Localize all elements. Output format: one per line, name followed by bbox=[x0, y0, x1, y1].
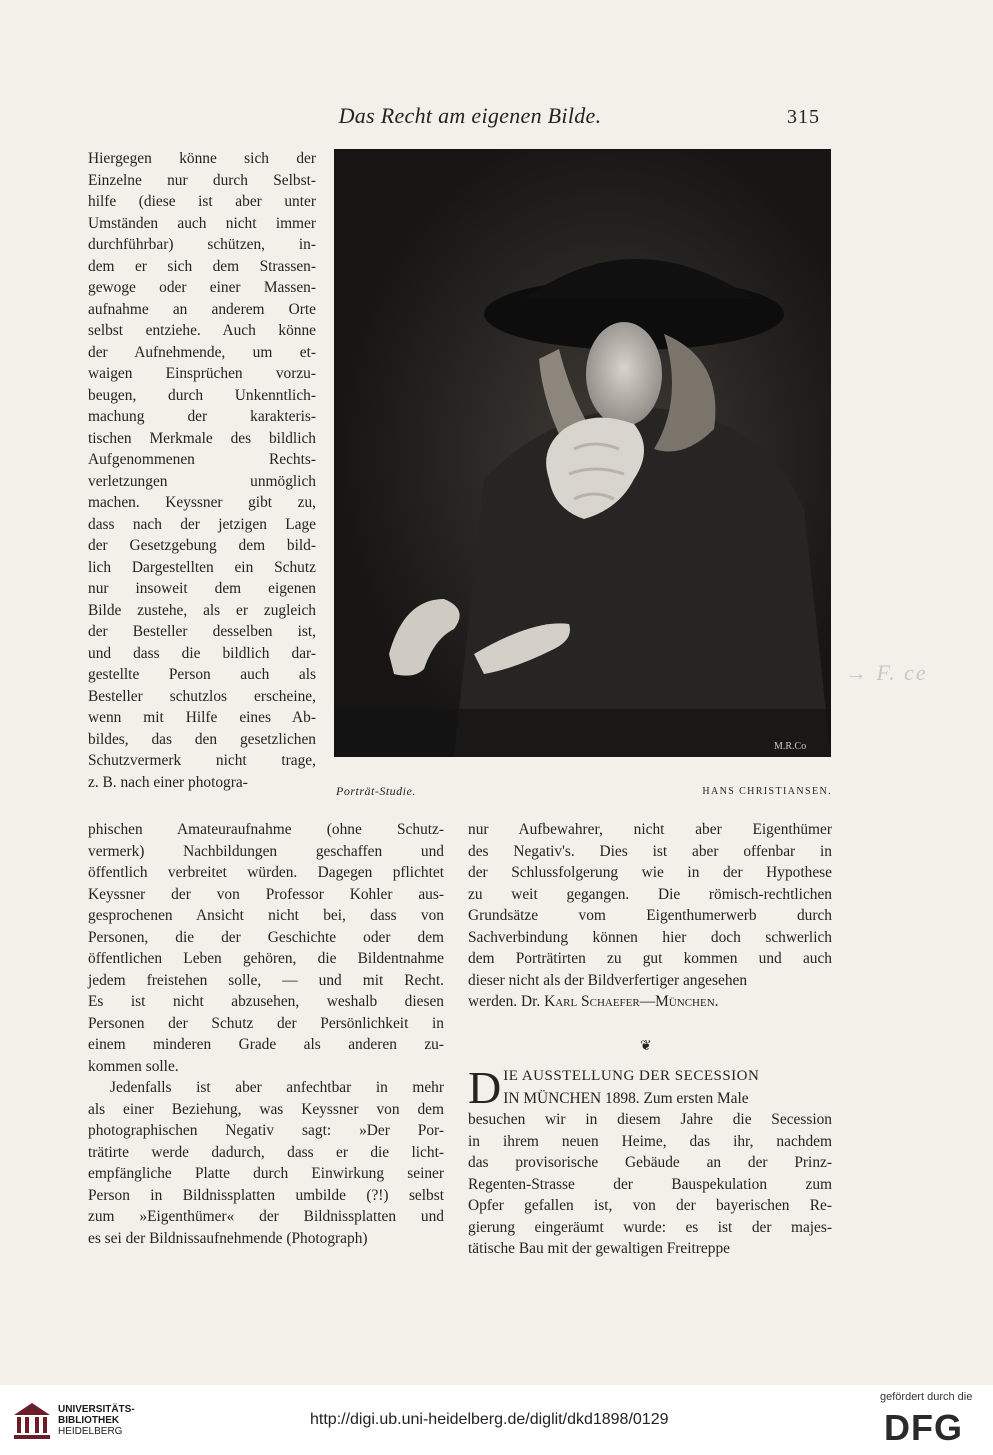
text-line: gewoge oder einer Massen- bbox=[88, 279, 316, 296]
left-column-text bbox=[88, 819, 444, 1249]
text-line: Einzelne nur durch Selbst- bbox=[88, 171, 316, 189]
text-line: öffentlichen Leben gehören, die Bildentnahme bbox=[88, 950, 444, 967]
text-line: verletzungen unmöglich bbox=[88, 472, 316, 490]
text-line: Schutzvermerk nicht trage, bbox=[88, 752, 316, 769]
text-line: kommen solle. bbox=[88, 1057, 179, 1075]
page-number: 315 bbox=[787, 106, 820, 128]
text-line: Umständen auch nicht immer bbox=[88, 214, 316, 232]
text-line: der Schlussfolgerung wie in der Hypothese bbox=[468, 864, 832, 881]
text-line: gestellte Person auch als bbox=[88, 666, 316, 683]
text-line: Regenten-Strasse der Bauspekulation zum bbox=[468, 1175, 832, 1193]
text-line: hilfe (diese ist aber unter bbox=[88, 193, 316, 210]
text-line: Personen, die der Geschichte oder dem bbox=[88, 928, 444, 946]
article-heading-city: IN MÜNCHEN bbox=[503, 1089, 602, 1107]
text-line: tischen Merkmale des bildlich bbox=[88, 429, 316, 447]
photo-monogram: M.R.Co bbox=[774, 741, 807, 752]
text-line: zum »Eigenthümer« der Bildnissplatten und bbox=[88, 1208, 444, 1225]
text-line: öffentlich verbreitet würden. Dagegen pflichtet bbox=[88, 864, 444, 881]
text-line: z. B. nach einer photogra- bbox=[88, 773, 248, 791]
text-line: waigen Einsprüchen vorzu- bbox=[88, 365, 316, 382]
text-line: das provisorische Gebäude an der Prinz- bbox=[468, 1154, 832, 1171]
text-line: in ihrem neuen Heime, das ihr, nachdem bbox=[468, 1132, 832, 1150]
fleuron-ornament: ❦ bbox=[640, 1039, 652, 1054]
text-line: als einer Beziehung, was Keyssner von dem bbox=[88, 1100, 444, 1118]
text-line: Hiergegen könne sich der bbox=[88, 150, 316, 167]
text-line: empfängliche Platte durch Einwirkung seiner bbox=[88, 1165, 444, 1182]
text-line: dem Porträtirten zu gut kommen und auch bbox=[468, 950, 832, 967]
article-heading: IE AUSSTELLUNG DER SECESSION bbox=[503, 1068, 760, 1084]
text-line: selbst entziehe. Auch könne bbox=[88, 322, 316, 339]
text-line: Jedenfalls ist aber anfechtbar in mehr bbox=[110, 1079, 444, 1096]
signature-prefix: werden. Dr. bbox=[468, 993, 541, 1010]
digitization-footer bbox=[0, 1385, 993, 1455]
text-line: Besteller schutzlos erscheine, bbox=[88, 687, 316, 705]
library-name-line2: BIBLIOTHEK bbox=[58, 1415, 120, 1426]
drop-cap: D bbox=[468, 1062, 502, 1113]
text-line: Grundsätze vom Eigenthumerwerb durch bbox=[468, 907, 832, 924]
text-line: phischen Amateuraufnahme (ohne Schutz- bbox=[88, 821, 444, 838]
text-line: der Gesetzgebung dem bild- bbox=[88, 537, 316, 554]
text-line: Aufgenommenen Rechts- bbox=[88, 451, 316, 468]
university-library-logo-icon bbox=[12, 1401, 52, 1441]
text-line: nur Aufbewahrer, nicht aber Eigenthümer bbox=[468, 821, 832, 838]
text-line: Bilde zustehe, als er zugleich bbox=[88, 601, 316, 619]
text-line: und dass die bildlich dar- bbox=[88, 644, 316, 662]
text-line: dass nach der jetzigen Lage bbox=[88, 515, 316, 533]
text-line: Person in Bildnissplatten umbilde (?!) selbst bbox=[88, 1186, 444, 1204]
text-line: der Aufnehmende, um et- bbox=[88, 343, 316, 361]
text-line: gierung eingeräumt wurde: es ist der majes- bbox=[468, 1218, 832, 1236]
text-line: Keyssner der von Professor Kohler aus- bbox=[88, 885, 444, 903]
text-line: vermerk) Nachbildungen geschaffen und bbox=[88, 842, 444, 860]
text-line: bildes, das den gesetzlichen bbox=[88, 730, 316, 748]
text-line: machung der karakteris- bbox=[88, 408, 316, 425]
funding-label: gefördert durch die bbox=[880, 1391, 973, 1403]
dfg-logo: DFG bbox=[884, 1407, 963, 1448]
text-line: trätirte werde dadurch, dass er die licht- bbox=[88, 1143, 444, 1161]
secession-article bbox=[468, 1062, 832, 1260]
text-line: machen. Keyssner gibt zu, bbox=[88, 494, 316, 511]
permalink-url[interactable]: http://digi.ub.uni-heidelberg.de/diglit/dkd1898/0129 bbox=[310, 1411, 669, 1428]
library-name-line3: HEIDELBERG bbox=[58, 1426, 123, 1437]
text-line: des Negativ's. Dies ist aber offenbar in bbox=[468, 842, 832, 860]
text-line: dieser nicht als der Bildverfertiger angesehen bbox=[468, 971, 748, 989]
right-column-text bbox=[468, 819, 832, 1013]
handwritten-margin-note: → F. ce bbox=[845, 660, 928, 685]
signature-name: Karl Schaefer—München. bbox=[544, 993, 719, 1010]
text-line: der Besteller desselben ist, bbox=[88, 623, 316, 640]
text-line: aufnahme an anderem Orte bbox=[88, 300, 316, 318]
article-signature bbox=[468, 991, 832, 1013]
text-line: tätische Bau mit der gewaltigen Freitreppe bbox=[468, 1240, 730, 1257]
narrow-column-text bbox=[88, 148, 316, 793]
library-name-line1: UNIVERSITÄTS- bbox=[58, 1404, 135, 1415]
portrait-photograph bbox=[334, 149, 831, 757]
text-line: durchführbar) schützen, in- bbox=[88, 236, 316, 253]
text-line: besuchen wir in diesem Jahre die Secession bbox=[468, 1111, 832, 1128]
text-line: Opfer gefallen ist, von der bayerischen Re- bbox=[468, 1197, 832, 1214]
text-line: gesprochenen Ansicht nicht bei, dass von bbox=[88, 907, 444, 924]
text-line: es sei der Bildnissaufnehmende (Photograph) bbox=[88, 1229, 368, 1247]
text-line: wenn mit Hilfe eines Ab- bbox=[88, 709, 316, 726]
running-title: Das Recht am eigenen Bilde. bbox=[338, 103, 602, 128]
text-line: zu weit gegangen. Die römisch-rechtlichen bbox=[468, 885, 832, 903]
text-line: nur insoweit dem eigenen bbox=[88, 580, 316, 597]
portrait-illustration bbox=[334, 149, 831, 757]
library-name bbox=[58, 1404, 135, 1437]
article-heading-year: 1898. Zum ersten Male bbox=[605, 1089, 749, 1107]
text-line: jedem freistehen solle, — und mit Recht. bbox=[88, 971, 444, 989]
figure-caption-artist: HANS CHRISTIANSEN. bbox=[702, 786, 832, 797]
text-line: Personen der Schutz der Persönlichkeit in bbox=[88, 1014, 444, 1032]
text-line: Sachverbindung können hier doch schwerlich bbox=[468, 928, 832, 946]
text-line: lich Dargestellten ein Schutz bbox=[88, 558, 316, 576]
text-line: beugen, durch Unkenntlich- bbox=[88, 386, 316, 404]
text-line: einem minderen Grade als anderen zu- bbox=[88, 1036, 444, 1053]
text-line: photographischen Negativ sagt: »Der Por- bbox=[88, 1122, 444, 1139]
text-line: dem er sich dem Strassen- bbox=[88, 257, 316, 275]
text-line: Es ist nicht abzusehen, weshalb diesen bbox=[88, 993, 444, 1010]
figure-caption-title: Porträt-Studie. bbox=[336, 784, 416, 798]
